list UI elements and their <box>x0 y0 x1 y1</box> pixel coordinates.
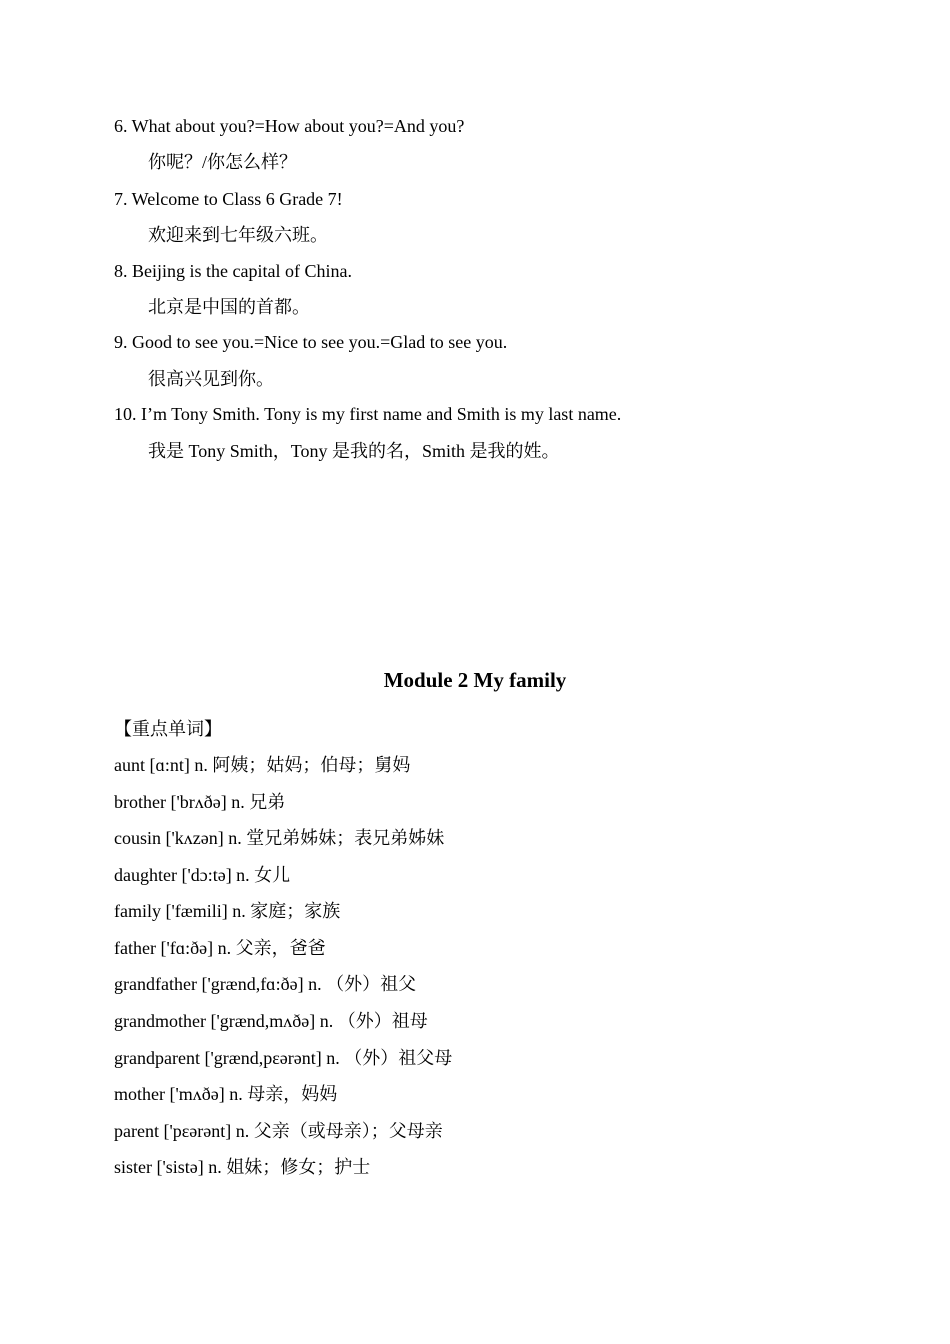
section-heading: 【重点单词】 <box>114 719 222 739</box>
vocab-item-aunt: aunt [ɑ:nt] n. 阿姨；姑妈；伯母；舅妈 <box>114 755 411 775</box>
module-title: Module 2 My family <box>383 668 567 692</box>
vocab-item-grandmother: grandmother ['grænd,mʌðə] n. （外）祖母 <box>114 1011 428 1031</box>
vocab-item-daughter: daughter ['dɔ:tə] n. 女儿 <box>114 865 291 885</box>
vocab-item-family: family ['fæmili] n. 家庭；家族 <box>114 901 341 921</box>
sentence-10-english: 10. I’m Tony Smith. Tony is my first name and Smith is my last name. <box>114 404 622 424</box>
sentence-6-chinese: 你呢？/你怎么样？ <box>148 152 298 172</box>
sentence-7-english: 7. Welcome to Class 6 Grade 7! <box>114 189 343 209</box>
vocab-item-brother: brother ['brʌðə] n. 兄弟 <box>114 792 286 812</box>
sentence-8-chinese: 北京是中国的首都。 <box>148 297 310 317</box>
vocab-item-sister: sister ['sistə] n. 姐妹；修女；护士 <box>114 1157 371 1177</box>
sentence-7-chinese: 欢迎来到七年级六班。 <box>148 225 328 245</box>
sentence-8-english: 8. Beijing is the capital of China. <box>114 261 352 281</box>
vocab-item-grandparent: grandparent ['grænd,pɛərənt] n. （外）祖父母 <box>114 1048 453 1068</box>
sentence-6-english: 6. What about you?=How about you?=And you? <box>114 116 465 136</box>
sentence-9-chinese: 很高兴见到你。 <box>148 369 274 389</box>
vocab-item-grandfather: grandfather ['grænd,fɑ:ðə] n. （外）祖父 <box>114 974 417 994</box>
vocab-item-mother: mother ['mʌðə] n. 母亲，妈妈 <box>114 1084 338 1104</box>
sentence-9-english: 9. Good to see you.=Nice to see you.=Glad to see you. <box>114 332 508 352</box>
vocab-item-cousin: cousin ['kʌzən] n. 堂兄弟姊妹；表兄弟姊妹 <box>114 828 445 848</box>
vocab-item-parent: parent ['pɛərənt] n. 父亲（或母亲）；父母亲 <box>114 1121 443 1141</box>
sentence-10-chinese: 我是 Tony Smith，Tony 是我的名，Smith 是我的姓。 <box>148 441 560 461</box>
vocab-item-father: father ['fɑ:ðə] n. 父亲，爸爸 <box>114 938 326 958</box>
